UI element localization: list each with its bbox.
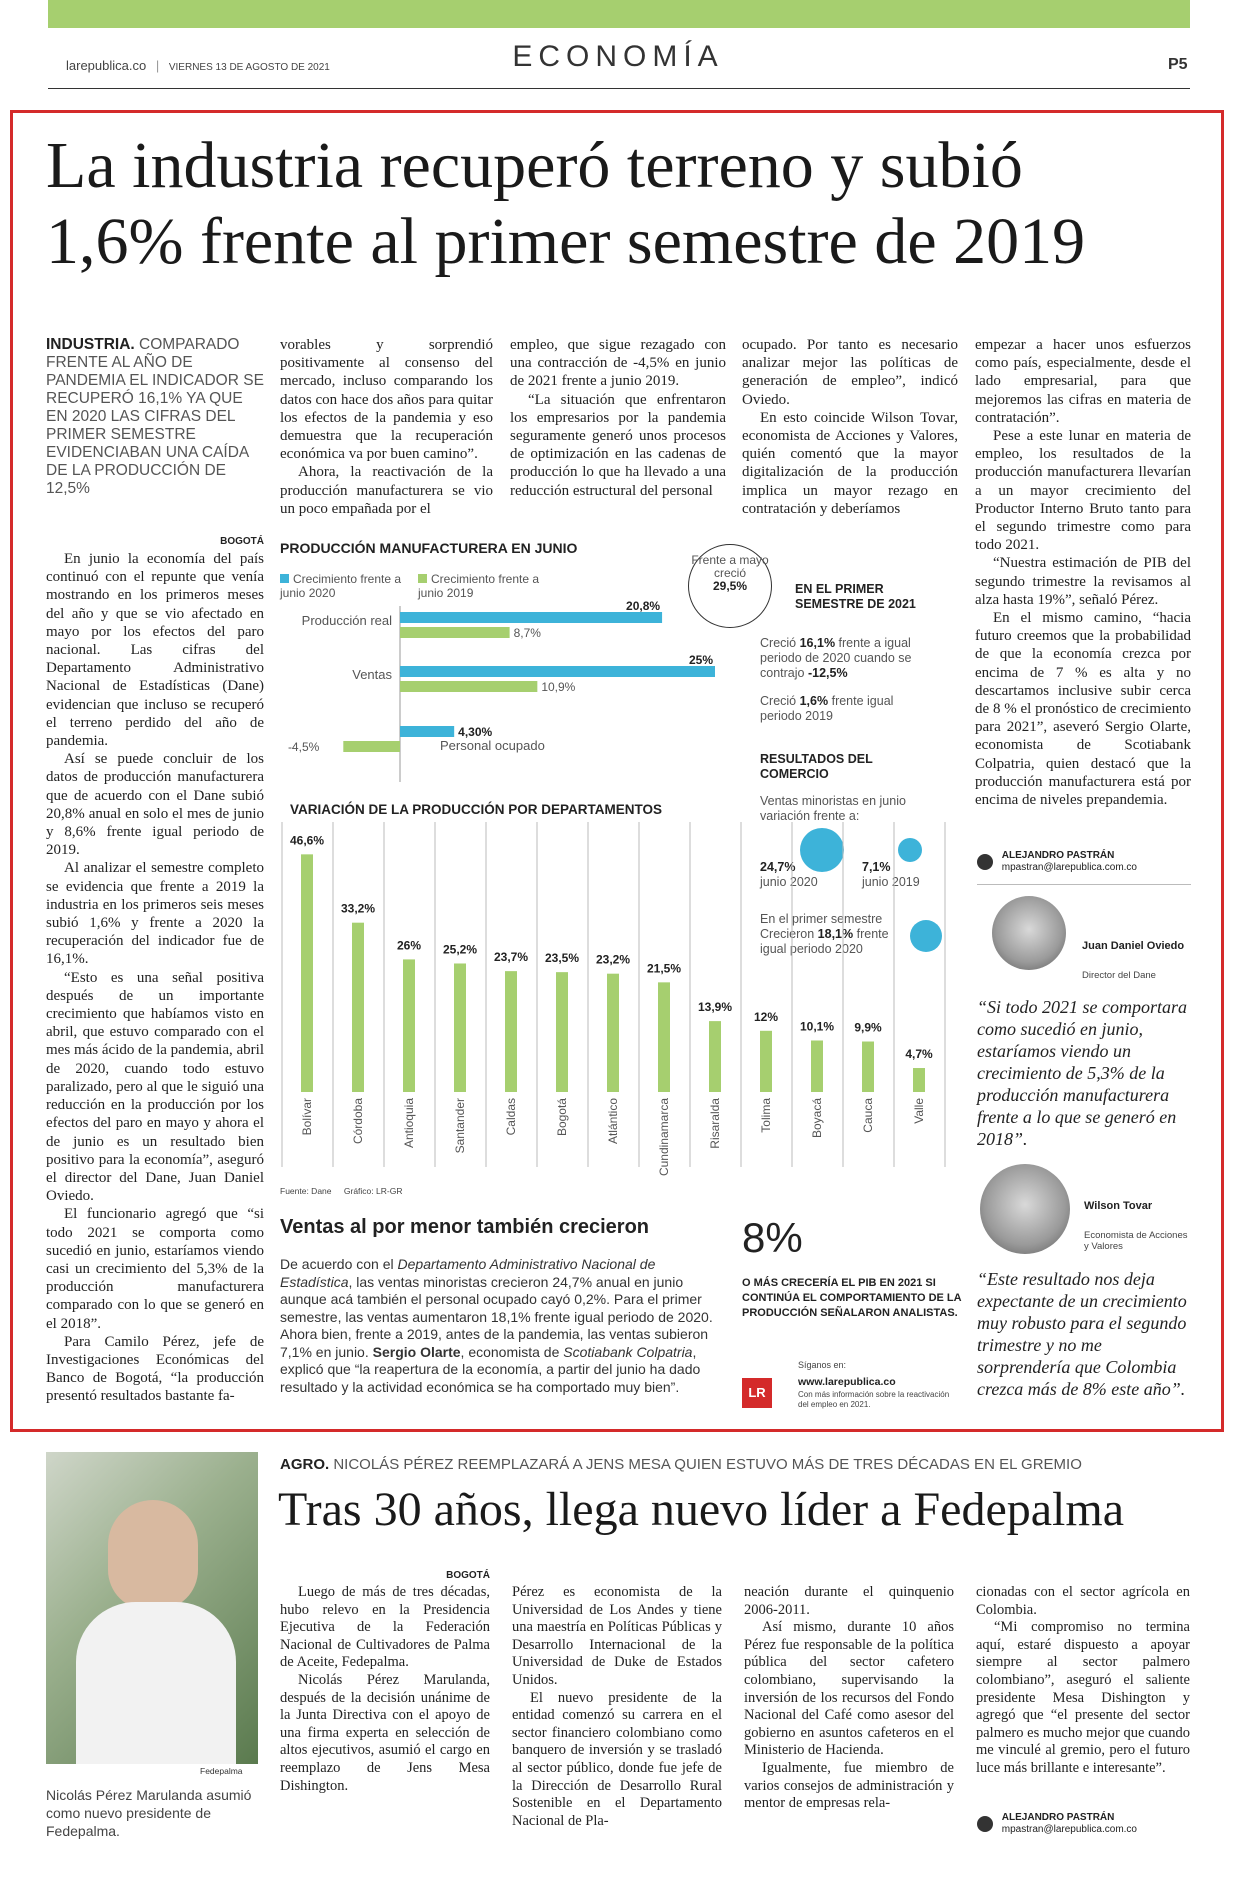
sidebar-text-part: , economista de <box>460 1343 564 1360</box>
data-label: 26% <box>396 938 422 953</box>
stat-text: Creció <box>760 636 797 650</box>
pull-quote: “Si todo 2021 se comportara como sucedió en junio, estaríamos viendo un crecimiento de 5,3% de la producción manufacturera frente a lo que se generó en 2018”. <box>977 997 1188 1149</box>
bar-2020 <box>400 726 454 737</box>
data-label: -4,5% <box>287 740 320 754</box>
paragraph: empleo, que sigue rezagado con una contracción de -4,5% en junio de 2021 frente a junio 2019. <box>510 337 726 390</box>
bar <box>454 963 466 1092</box>
chart-source <box>280 1186 402 1196</box>
tick-label: Caldas <box>504 1098 518 1136</box>
paragraph: “Mi compromiso no termina aquí, estaré dispuesto a apoyar siempre al sector palmero colombiano”, aseguró el saliente presidente Mesa Dishington y agregó que “el presente del sector palmero es mucho mejor que cuando me vinculé al gremio, pero el futuro luce más brillante e interesante”. <box>976 1619 1190 1776</box>
tick-label: Bolívar <box>300 1098 314 1136</box>
legend-label: Crecimiento frente a junio 2020 <box>280 572 402 600</box>
data-label: 20,8% <box>626 599 661 613</box>
badge-label: Frente a mayo creció <box>691 553 769 580</box>
data-label: 10,9% <box>541 680 576 694</box>
person-role: Economista de Acciones y Valores <box>1084 1230 1188 1252</box>
person-role: Director del Dane <box>1082 970 1156 981</box>
article-column-2 <box>280 336 493 518</box>
photo-caption: Nicolás Pérez Marulanda asumió como nuevo presidente de Fedepalma. <box>46 1787 252 1839</box>
article2-kicker <box>280 1456 1200 1473</box>
stat-label: junio 2019 <box>862 875 920 889</box>
paragraph: Al analizar el semestre completo se evidencia que frente a 2019 la industria en los primeros seis meses subió 1,6% y frente a 2020 la recuperación del indicador fue de 16,1%. <box>46 860 264 968</box>
kicker-label: AGRO. <box>280 1456 330 1473</box>
pull-quote: “Este resultado nos deja expectante de un crecimiento muy robusto para el segundo trimestre y no me sorprendería que Colombia crezca más de 8% este año”. <box>977 1269 1187 1399</box>
stat-label: junio 2020 <box>760 875 818 889</box>
paragraph: Así se puede concluir de los datos de producción manufacturera que de acuerdo con el Dane subió 20,8% anual en solo el mes de junio y 8,6% frente igual periodo de 2019. <box>46 751 264 859</box>
paragraph: empezar a hacer unos esfuerzos como país, especialmente, desde el lado empresarial, para que mejoremos las cifras en materia de contratación”. <box>975 337 1191 426</box>
lr-logo: LR <box>742 1378 772 1408</box>
category-label: Producción real <box>301 613 392 628</box>
badge-value: 29,5% <box>712 579 748 593</box>
page-number: P5 <box>1168 56 1188 73</box>
data-label: 12% <box>753 1009 779 1024</box>
data-label: 10,1% <box>799 1019 835 1034</box>
paragraph: Nicolás Pérez Marulanda, después de la decisión unánime de la Junta Directiva con el apoyo de una firma experta en selección de altos ejecutivos, asumió el cargo en reemplazo de Jens Mesa Dishington. <box>280 1671 490 1794</box>
department-chart-title: VARIACIÓN DE LA PRODUCCIÓN POR DEPARTAMENTOS <box>290 802 663 817</box>
paragraph: Ahora, la reactivación de la producción manufacturera se vio un poco empañada por el <box>280 464 493 517</box>
tick-label: Antioquia <box>402 1098 416 1149</box>
data-label: 25,2% <box>442 942 478 957</box>
semester-title: EN EL PRIMER SEMESTRE DE 2021 <box>795 582 916 611</box>
site-name[interactable]: larepublica.co <box>66 58 147 73</box>
sidebar-text-part: , las ventas minoristas crecieron 24,7% anual en junio aunque acá también el personal ocupado cayó 0,2%. Para el primer semestre, las ventas aumentaron 18,1% frente igual periodo de 2020. Ahora bien, frente a 2019, antes de la pandemia, las ventas subieron 7,1% en junio. <box>280 1273 713 1360</box>
article-column-5 <box>975 336 1191 809</box>
data-label: 23,2% <box>595 952 631 967</box>
bar <box>913 1068 925 1092</box>
paragraph: En el mismo camino, “hacia futuro creemos que la probabilidad de que la economía crezca por encima de 7 % es alta y no descartamos inclusive subir cerca de 8 % el pronóstico de crecimiento para 2021”, aseveró Sergio Olarte, economista de Scotiabank Colpatria, quien destacó que la producción manufacturera está por encima de niveles prepandemia. <box>975 610 1191 809</box>
legend-swatch <box>418 574 427 583</box>
semester-stat-2019 <box>760 694 938 724</box>
data-label: 23,5% <box>544 951 580 966</box>
avatar <box>980 1164 1070 1254</box>
tick-label: Risaralda <box>708 1098 722 1149</box>
article2-column-4 <box>976 1584 1190 1778</box>
data-label: 33,2% <box>340 901 376 916</box>
paragraph: Para Camilo Pérez, jefe de Investigaciones Económicas del Banco de Bogotá, “la producción presentó resultados bastante fa- <box>46 1333 264 1405</box>
big-number: 8% <box>742 1214 803 1261</box>
avatar <box>992 896 1066 970</box>
byline <box>977 850 1191 874</box>
bar <box>607 974 619 1092</box>
production-chart-title: PRODUCCIÓN MANUFACTURERA EN JUNIO <box>280 540 578 556</box>
tick-label: Santander <box>453 1098 467 1154</box>
headline-line-1: La industria recuperó terreno y subió <box>46 129 1023 202</box>
article-column-3 <box>510 336 726 500</box>
bar <box>505 971 517 1092</box>
stat-value: -12,5% <box>807 666 848 680</box>
bar <box>760 1031 772 1092</box>
paragraph: Luego de más de tres décadas, hubo relevo en la Presidencia Ejecutiva de la Federación Nacional de Cultivadores de Palma de Aceite, Fedepalma. <box>280 1584 490 1671</box>
paragraph: Pese a este lunar en materia de empleo, los resultados de la producción manufacturera llevarían a un mayor crecimiento del Productor Interno Bruto tanto para el segundo trimestre como para todo 2021. <box>975 428 1191 554</box>
bar <box>709 1021 721 1092</box>
section-title: ECONOMÍA <box>512 40 724 73</box>
top-color-bar <box>48 0 1190 28</box>
stat-text: frente igual periodo 2019 <box>760 694 894 723</box>
bar <box>658 982 670 1092</box>
byline-name: ALEJANDRO PASTRÁN <box>1001 850 1115 861</box>
legend-item-2020 <box>280 572 420 600</box>
tick-label: Cundinamarca <box>657 1098 671 1177</box>
tick-label: Córdoba <box>351 1098 365 1145</box>
bar <box>352 923 364 1092</box>
article-headline <box>46 128 1196 280</box>
bar <box>556 972 568 1092</box>
semester-stat-2020 <box>760 636 938 681</box>
article-column-1 <box>46 550 264 1406</box>
commerce-title: RESULTADOS DEL COMERCIO <box>760 752 873 781</box>
graphic-credit: Gráfico: LR-GR <box>343 1186 403 1196</box>
paragraph: neación durante el quinquenio 2006-2011. <box>744 1584 954 1618</box>
article-column-4 <box>742 336 958 518</box>
stat-text: frente igual periodo 2020 <box>760 927 889 956</box>
paragraph: ocupado. Por tanto es necesario analizar mejor las políticas de generación de empleo”, indicó Oviedo. <box>742 337 958 408</box>
sidebar-text <box>280 1256 720 1396</box>
data-label: 13,9% <box>697 1000 733 1015</box>
paragraph: En esto coincide Wilson Tovar, economista de Acciones y Valores, quién comentó que la mayor digitalización de la producción implica un mayor rezago en contratación y deberíamos <box>742 409 958 517</box>
tick-label: Tolima <box>759 1098 773 1133</box>
website-link[interactable]: www.larepublica.co <box>798 1376 896 1388</box>
byline-email[interactable]: mpastran@larepublica.com.co <box>1001 862 1137 873</box>
sidebar-text-part: , explicó que “la reapertura de la economía, a partir del junio ha dado resultado y la actividad económica se ha comportado muy bien”. <box>280 1343 701 1395</box>
stat-value: 16,1% <box>799 636 836 650</box>
paragraph: Así mismo, durante 10 años Pérez fue responsable de la política pública del sector cafetero colombiano, supervisando la inversión de los recursos del Fondo Nacional del Café como asesor del gobierno en asuntos cafeteros en el Ministerio de Hacienda. <box>744 1619 954 1759</box>
paragraph: cionadas con el sector agrícola en Colombia. <box>976 1584 1190 1618</box>
stat-text: En el primer semestre Crecieron <box>760 912 883 941</box>
article-photo <box>46 1452 258 1764</box>
big-number-text: O MÁS CRECERÍA EL PIB EN 2021 SI CONTINÚA EL COMPORTAMIENTO DE LA PRODUCCIÓN SEÑALARON ANALISTAS. <box>742 1277 962 1319</box>
byline-icon <box>977 854 993 870</box>
bar-2019 <box>400 681 537 692</box>
byline-email[interactable]: mpastran@larepublica.com.co <box>1001 1824 1137 1835</box>
sidebar-text-part: Scotiabank Colpatria <box>563 1343 693 1360</box>
data-label: 4,30% <box>458 725 493 739</box>
sidebar-title: Ventas al por menor también crecieron <box>280 1216 650 1238</box>
person-name: Wilson Tovar <box>1084 1200 1153 1212</box>
stat-text: Creció <box>760 694 797 708</box>
masthead-left: larepublica.co | VIERNES 13 DE AGOSTO DE 2021 <box>66 58 330 73</box>
paragraph: vorables y sorprendió positivamente al consenso del mercado, incluso comparando los datos con hace dos años para quitar los efectos de la pandemia y eso demuestra que la recuperación económica va por buen camino”. <box>280 337 493 463</box>
follow-us: Síganos en: <box>798 1360 847 1370</box>
bar-2020 <box>400 612 662 623</box>
portrait-shirt <box>76 1602 236 1764</box>
article2-column-2 <box>512 1584 722 1830</box>
stat-value: 7,1% <box>862 860 891 874</box>
data-label: 23,7% <box>493 950 529 965</box>
may-growth-badge <box>688 544 772 628</box>
headline-line-2: 1,6% frente al primer semestre de 2019 <box>46 205 1086 278</box>
photo-credit: Fedepalma <box>200 1766 243 1776</box>
category-label: Ventas <box>352 667 392 682</box>
legend-item-2019 <box>418 572 558 600</box>
paragraph: “Nuestra estimación de PIB del segundo trimestre la revisamos al alza hasta 19%”, señaló Pérez. <box>975 555 1191 608</box>
article2-column-3 <box>744 1584 954 1813</box>
data-label: 4,7% <box>905 1047 933 1062</box>
bar <box>811 1040 823 1092</box>
bar <box>403 959 415 1092</box>
data-label: 8,7% <box>513 626 541 640</box>
paragraph: Pérez es economista de la Universidad de Los Andes y tiene una maestría en Políticas Públicas y Desarrollo Internacional de la Universidad de Duke de Estados Unidos. <box>512 1584 722 1688</box>
paragraph: El funcionario agregó que “si todo 2021 se comporta como sucedió en junio, estaríamos viendo casi un crecimiento del 5,3% de la producción manufacturera comparado con lo que se generó en el 2018”. <box>46 1206 264 1332</box>
data-label: 9,9% <box>854 1020 882 1035</box>
bar <box>862 1042 874 1092</box>
website-note: Con más información sobre la reactivación del empleo en 2021. <box>798 1390 950 1409</box>
bar-2019 <box>343 741 400 752</box>
department-bar-chart <box>280 822 950 1192</box>
paragraph: Igualmente, fue miembro de varios consejos de administración y mentor de empresas rela- <box>744 1759 954 1812</box>
data-label: 21,5% <box>646 961 682 976</box>
issue-date: VIERNES 13 DE AGOSTO DE 2021 <box>168 62 330 73</box>
bar-2019 <box>400 627 510 638</box>
data-label: 46,6% <box>289 833 325 848</box>
paragraph: En junio la economía del país continuó con el repunte que venía mostrando en los primeros meses del año y que se vio afectado en mayo por los efectos del paro nacional. Las cifras del Departamento Administrativo Nacional de Estadísticas (Dane) evidencian que incluso se recuperó el terreno perdido del año de pandemia. <box>46 551 264 750</box>
dateline: BOGOTÁ <box>446 1570 490 1581</box>
tick-label: Atlántico <box>606 1098 620 1145</box>
kicker-label: INDUSTRIA. <box>46 336 135 353</box>
bar-2020 <box>400 666 715 677</box>
stat-text: frente a igual periodo de 2020 cuando se contrajo <box>760 636 912 680</box>
person-name: Juan Daniel Oviedo <box>1082 940 1185 952</box>
category-label: Personal ocupado <box>440 738 545 753</box>
tick-label: Valle <box>912 1098 926 1124</box>
production-bar-chart <box>280 599 713 786</box>
data-label: 25% <box>688 653 713 667</box>
sidebar-text-part: De acuerdo con el <box>280 1256 398 1272</box>
dateline: BOGOTÁ <box>220 536 264 547</box>
sidebar-text-part: Departamento Administrativo Nacional de Estadística <box>280 1256 656 1290</box>
bar <box>301 854 313 1092</box>
stat-value: 18,1% <box>817 927 854 941</box>
byline-icon <box>977 1816 993 1832</box>
sidebar-text-part: Sergio Olarte <box>372 1343 461 1360</box>
kicker-text: COMPARADO FRENTE AL AÑO DE PANDEMIA EL INDICADOR SE RECUPERÓ 16,1% YA QUE EN 2020 LAS CIFRAS DEL PRIMER SEMESTRE EVIDENCIABAN UNA CAÍDA DE LA PRODUCCIÓN DE 12,5% <box>46 336 264 497</box>
paragraph: El nuevo presidente de la entidad comenzó su carrera en el sector financiero colombiano como banquero de inversión y se trasladó al sector público, donde fue jefe de la Dirección de Desarrollo Rural Sostenible en el Departamento Nacional de Pla- <box>512 1689 722 1829</box>
article2-headline: Tras 30 años, llega nuevo líder a Fedepalma <box>278 1483 1125 1536</box>
byline <box>977 1812 1191 1836</box>
legend-swatch <box>280 574 289 583</box>
divider <box>977 884 1191 885</box>
article2-column-1 <box>280 1584 490 1795</box>
commerce-subtitle: Ventas minoristas en junio variación frente a: <box>760 794 906 823</box>
tick-label: Cauca <box>861 1098 875 1133</box>
tick-label: Bogotá <box>555 1098 569 1137</box>
stat-value: 24,7% <box>760 860 796 874</box>
source-text: Fuente: Dane <box>280 1186 332 1196</box>
byline-name: ALEJANDRO PASTRÁN <box>1001 1812 1115 1823</box>
portrait-face <box>108 1500 198 1610</box>
legend-label: Crecimiento frente a junio 2019 <box>418 572 540 600</box>
tick-label: Boyacá <box>810 1098 824 1139</box>
kicker-text: NICOLÁS PÉREZ REEMPLAZARÁ A JENS MESA QUIEN ESTUVO MÁS DE TRES DÉCADAS EN EL GREMIO <box>333 1456 1082 1473</box>
article-kicker <box>46 336 266 498</box>
paragraph: “La situación que enfrentaron los empresarios por la pandemia seguramente generó unos procesos de optimización en las cadenas de producción lo que ha llevado a una reducción estructural del personal <box>510 391 726 499</box>
paragraph: “Esto es una señal positiva después de un importante crecimiento que habíamos visto en abril, que estuvo comparado con el mes más ácido de la pandemia, abril de 2020, cuando todo estuvo paralizado, pero al que le siguió una reducción en la producción por los efectos del paro en mayo y ahora el de junio es un resultado bien positivo para la economía”, aseguró el director del Dane, Juan Daniel Oviedo. <box>46 969 264 1205</box>
header-rule <box>48 88 1190 89</box>
stat-value: 1,6% <box>799 694 829 708</box>
